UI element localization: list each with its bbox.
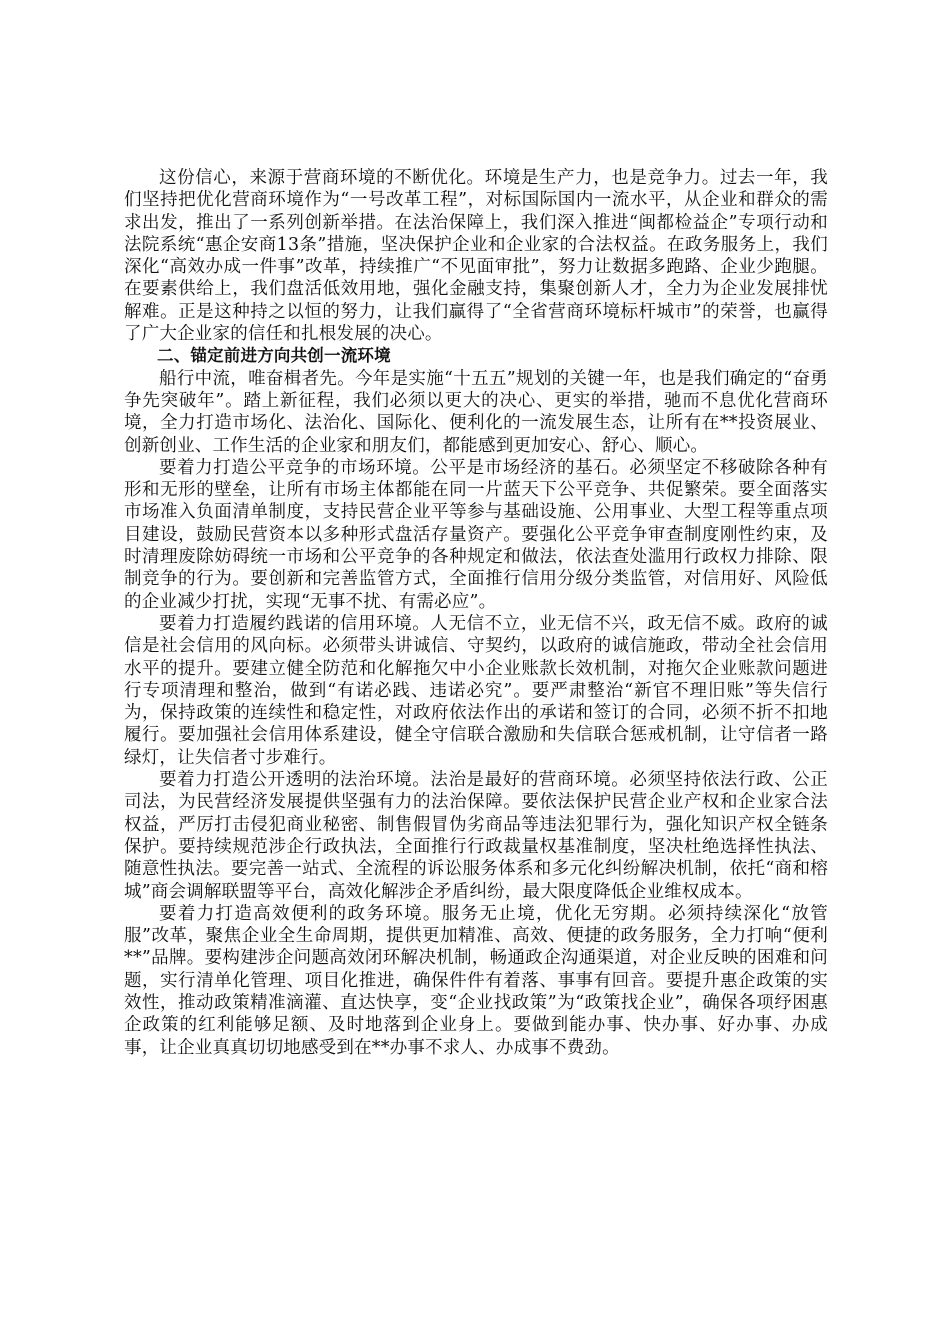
paragraph-government-environment: 要着力打造高效便利的政务环境。服务无止境，优化无穷期。必须持续深化“放管服”改革，聚焦企业全生命周期，提供更加精准、高效、便捷的政务服务，全力打响“便利**”品牌。要构建涉企问题高效闭环解决机制，畅通政企沟通渠道，对企业反映的困难和问题，实行清单化管理、项目化推进，确保件件有着落、事事有回音。要提升惠企政策的实效性，推动政策精准滴灌、直达快享，变“企业找政策”为“政策找企业”，确保各项纾困惠企政策的红利能够足额、及时地落到企业身上。要做到能办事、快办事、好办事、办成事，让企业真真切切地感受到在**办事不求人、办成事不费劲。 bbox=[124, 903, 828, 1058]
section-heading-2: 二、锚定前进方向共创一流环境 bbox=[157, 346, 391, 366]
document-page bbox=[124, 167, 828, 1059]
paragraph-market-environment: 要着力打造公平竞争的市场环境。公平是市场经济的基石。必须坚定不移破除各种有形和无形的壁垒，让所有市场主体都能在同一片蓝天下公平竞争、共促繁荣。要全面落实市场准入负面清单制度，支持民营企业平等参与基础设施、公用事业、大型工程等重点项目建设，鼓励民营资本以多种形式盘活存量资产。要强化公平竞争审查制度刚性约束，及时清理废除妨碍统一市场和公平竞争的各种规定和做法，依法查处滥用行政权力排除、限制竞争的行为。要创新和完善监管方式，全面推行信用分级分类监管，对信用好、风险低的企业减少打扰，实现“无事不扰、有需必应”。 bbox=[124, 457, 828, 612]
paragraph-credit-environment: 要着力打造履约践诺的信用环境。人无信不立，业无信不兴，政无信不威。政府的诚信是社会信用的风向标。必须带头讲诚信、守契约，以政府的诚信施政，带动全社会信用水平的提升。要建立健全防范和化解拖欠中小企业账款长效机制，对拖欠企业账款问题进行专项清理和整治，做到“有诺必践、违诺必究”。要严肃整治“新官不理旧账”等失信行为，保持政策的连续性和稳定性，对政府依法作出的承诺和签订的合同，必须不折不扣地履行。要加强社会信用体系建设，健全守信联合激励和失信联合惩戒机制，让守信者一路绿灯，让失信者寸步难行。 bbox=[124, 613, 828, 768]
paragraph-confidence: 这份信心，来源于营商环境的不断优化。环境是生产力，也是竞争力。过去一年，我们坚持把优化营商环境作为“一号改革工程”，对标国际国内一流水平，从企业和群众的需求出发，推出了一系列创新举措。在法治保障上，我们深入推进“闽都检益企”专项行动和法院系统“惠企安商13条”措施，坚决保护企业和企业家的合法权益。在政务服务上，我们深化“高效办成一件事”改革，持续推广“不见面审批”，努力让数据多跑路、企业少跑腿。在要素供给上，我们盘活低效用地，强化金融支持，集聚创新人才，全力为企业发展排忧解难。正是这种持之以恒的努力，让我们赢得了“全省营商环境标杆城市”的荣誉，也赢得了广大企业家的信任和扎根发展的决心。 bbox=[124, 168, 828, 345]
paragraph-direction: 船行中流，唯奋楫者先。今年是实施“十五五”规划的关键一年，也是我们确定的“奋勇争先突破年”。踏上新征程，我们必须以更大的决心、更实的举措，驰而不息优化营商环境，全力打造市场化、法治化、国际化、便利化的一流发展生态，让所有在**投资展业、创新创业、工作生活的企业家和朋友们，都能感到更加安心、舒心、顺心。 bbox=[124, 368, 828, 456]
paragraph-legal-environment: 要着力打造公开透明的法治环境。法治是最好的营商环境。必须坚持依法行政、公正司法，为民营经济发展提供坚强有力的法治保障。要依法保护民营企业产权和企业家合法权益，严厉打击侵犯商业秘密、制售假冒伪劣商品等违法犯罪行为，强化知识产权全链条保护。要持续规范涉企行政执法，全面推行行政裁量权基准制度，坚决杜绝选择性执法、随意性执法。要完善一站式、全流程的诉讼服务体系和多元化纠纷解决机制，依托“商和榕城”商会调解联盟等平台，高效化解涉企矛盾纠纷，最大限度降低企业维权成本。 bbox=[124, 770, 828, 902]
